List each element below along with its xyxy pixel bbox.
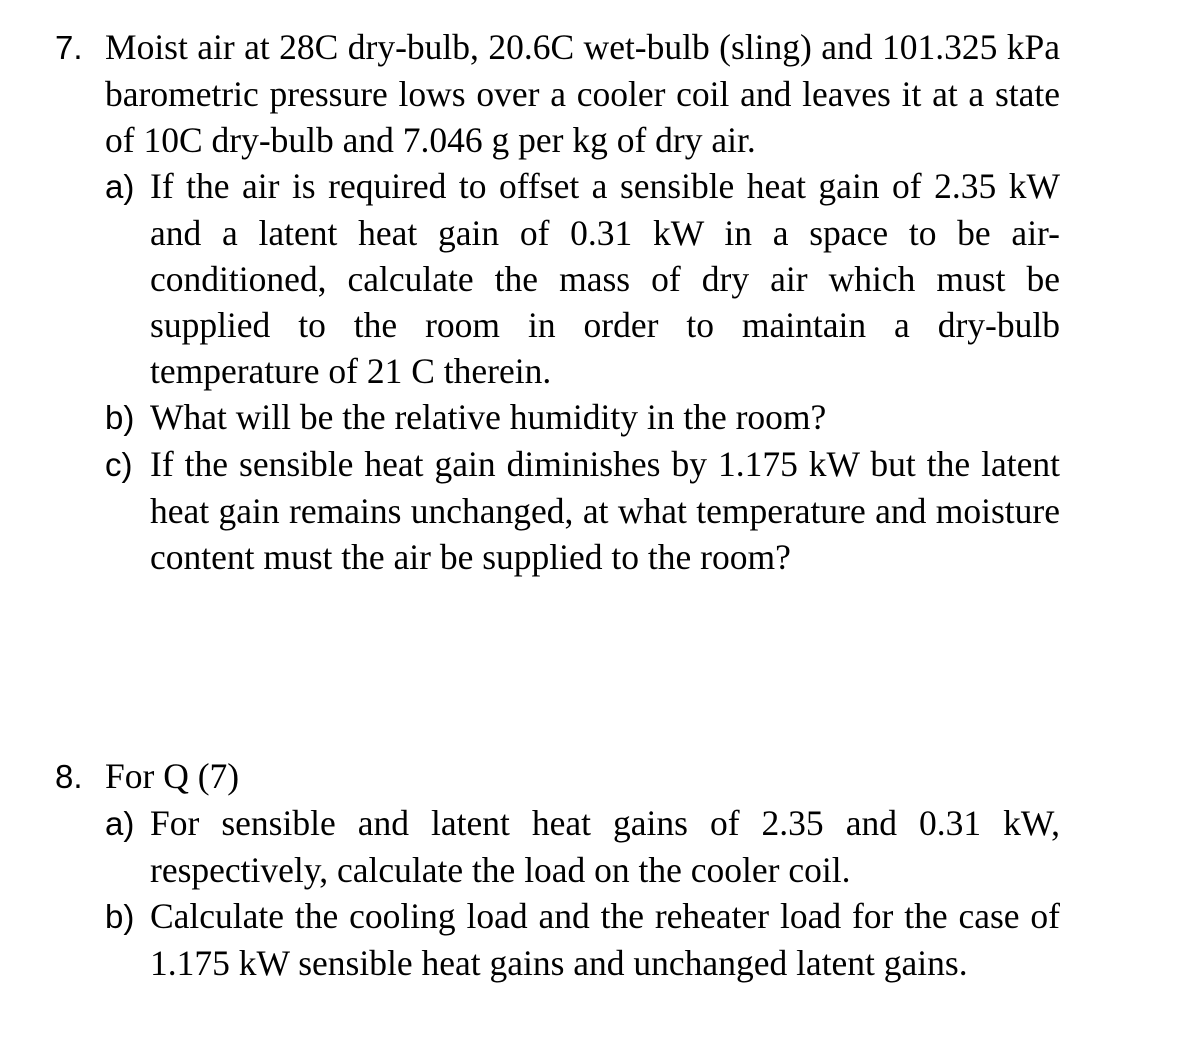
question-7-stem [55, 24, 1060, 163]
part-text: For sensible and latent heat gains of 2.35 and 0.31 kW, respectively, calculate the load on the cooler coil. [150, 803, 1060, 890]
question-8 [55, 753, 1060, 986]
question-number: 7. [55, 29, 83, 66]
question-7-part-a [105, 163, 1060, 394]
part-letter: b) [105, 898, 135, 935]
question-7-part-b [105, 394, 1060, 441]
question-7 [55, 24, 1060, 580]
question-8-stem [55, 753, 1060, 800]
question-text: Moist air at 28C dry-bulb, 20.6C wet-bulb (sling) and 101.325 kPa barometric pressure lows over a cooler coil and leaves it at a state of 10C dry-bulb and 7.046 g per kg of dry air. [105, 27, 1060, 160]
part-text: If the air is required to offset a sensible heat gain of 2.35 kW and a latent heat gain of 0.31 kW in a space to be air-conditioned, calculate the mass of dry air which must be supplied to the room in order to maintain a dry-bulb temperature of 21 C therein. [150, 166, 1060, 391]
question-text: For Q (7) [105, 756, 240, 796]
part-letter: b) [105, 399, 135, 436]
part-text: What will be the relative humidity in the room? [150, 397, 827, 437]
question-8-part-b [105, 893, 1060, 986]
part-letter: a) [105, 805, 135, 842]
part-text: Calculate the cooling load and the reheater load for the case of 1.175 kW sensible heat gains and unchanged latent gains. [150, 896, 1060, 983]
part-letter: c) [105, 446, 133, 483]
question-number: 8. [55, 758, 83, 795]
question-8-part-a [105, 800, 1060, 893]
question-7-part-c [105, 441, 1060, 580]
part-text: If the sensible heat gain diminishes by 1.175 kW but the latent heat gain remains unchanged, at what temperature and moisture content must the air be supplied to the room? [150, 444, 1060, 577]
part-letter: a) [105, 168, 135, 205]
